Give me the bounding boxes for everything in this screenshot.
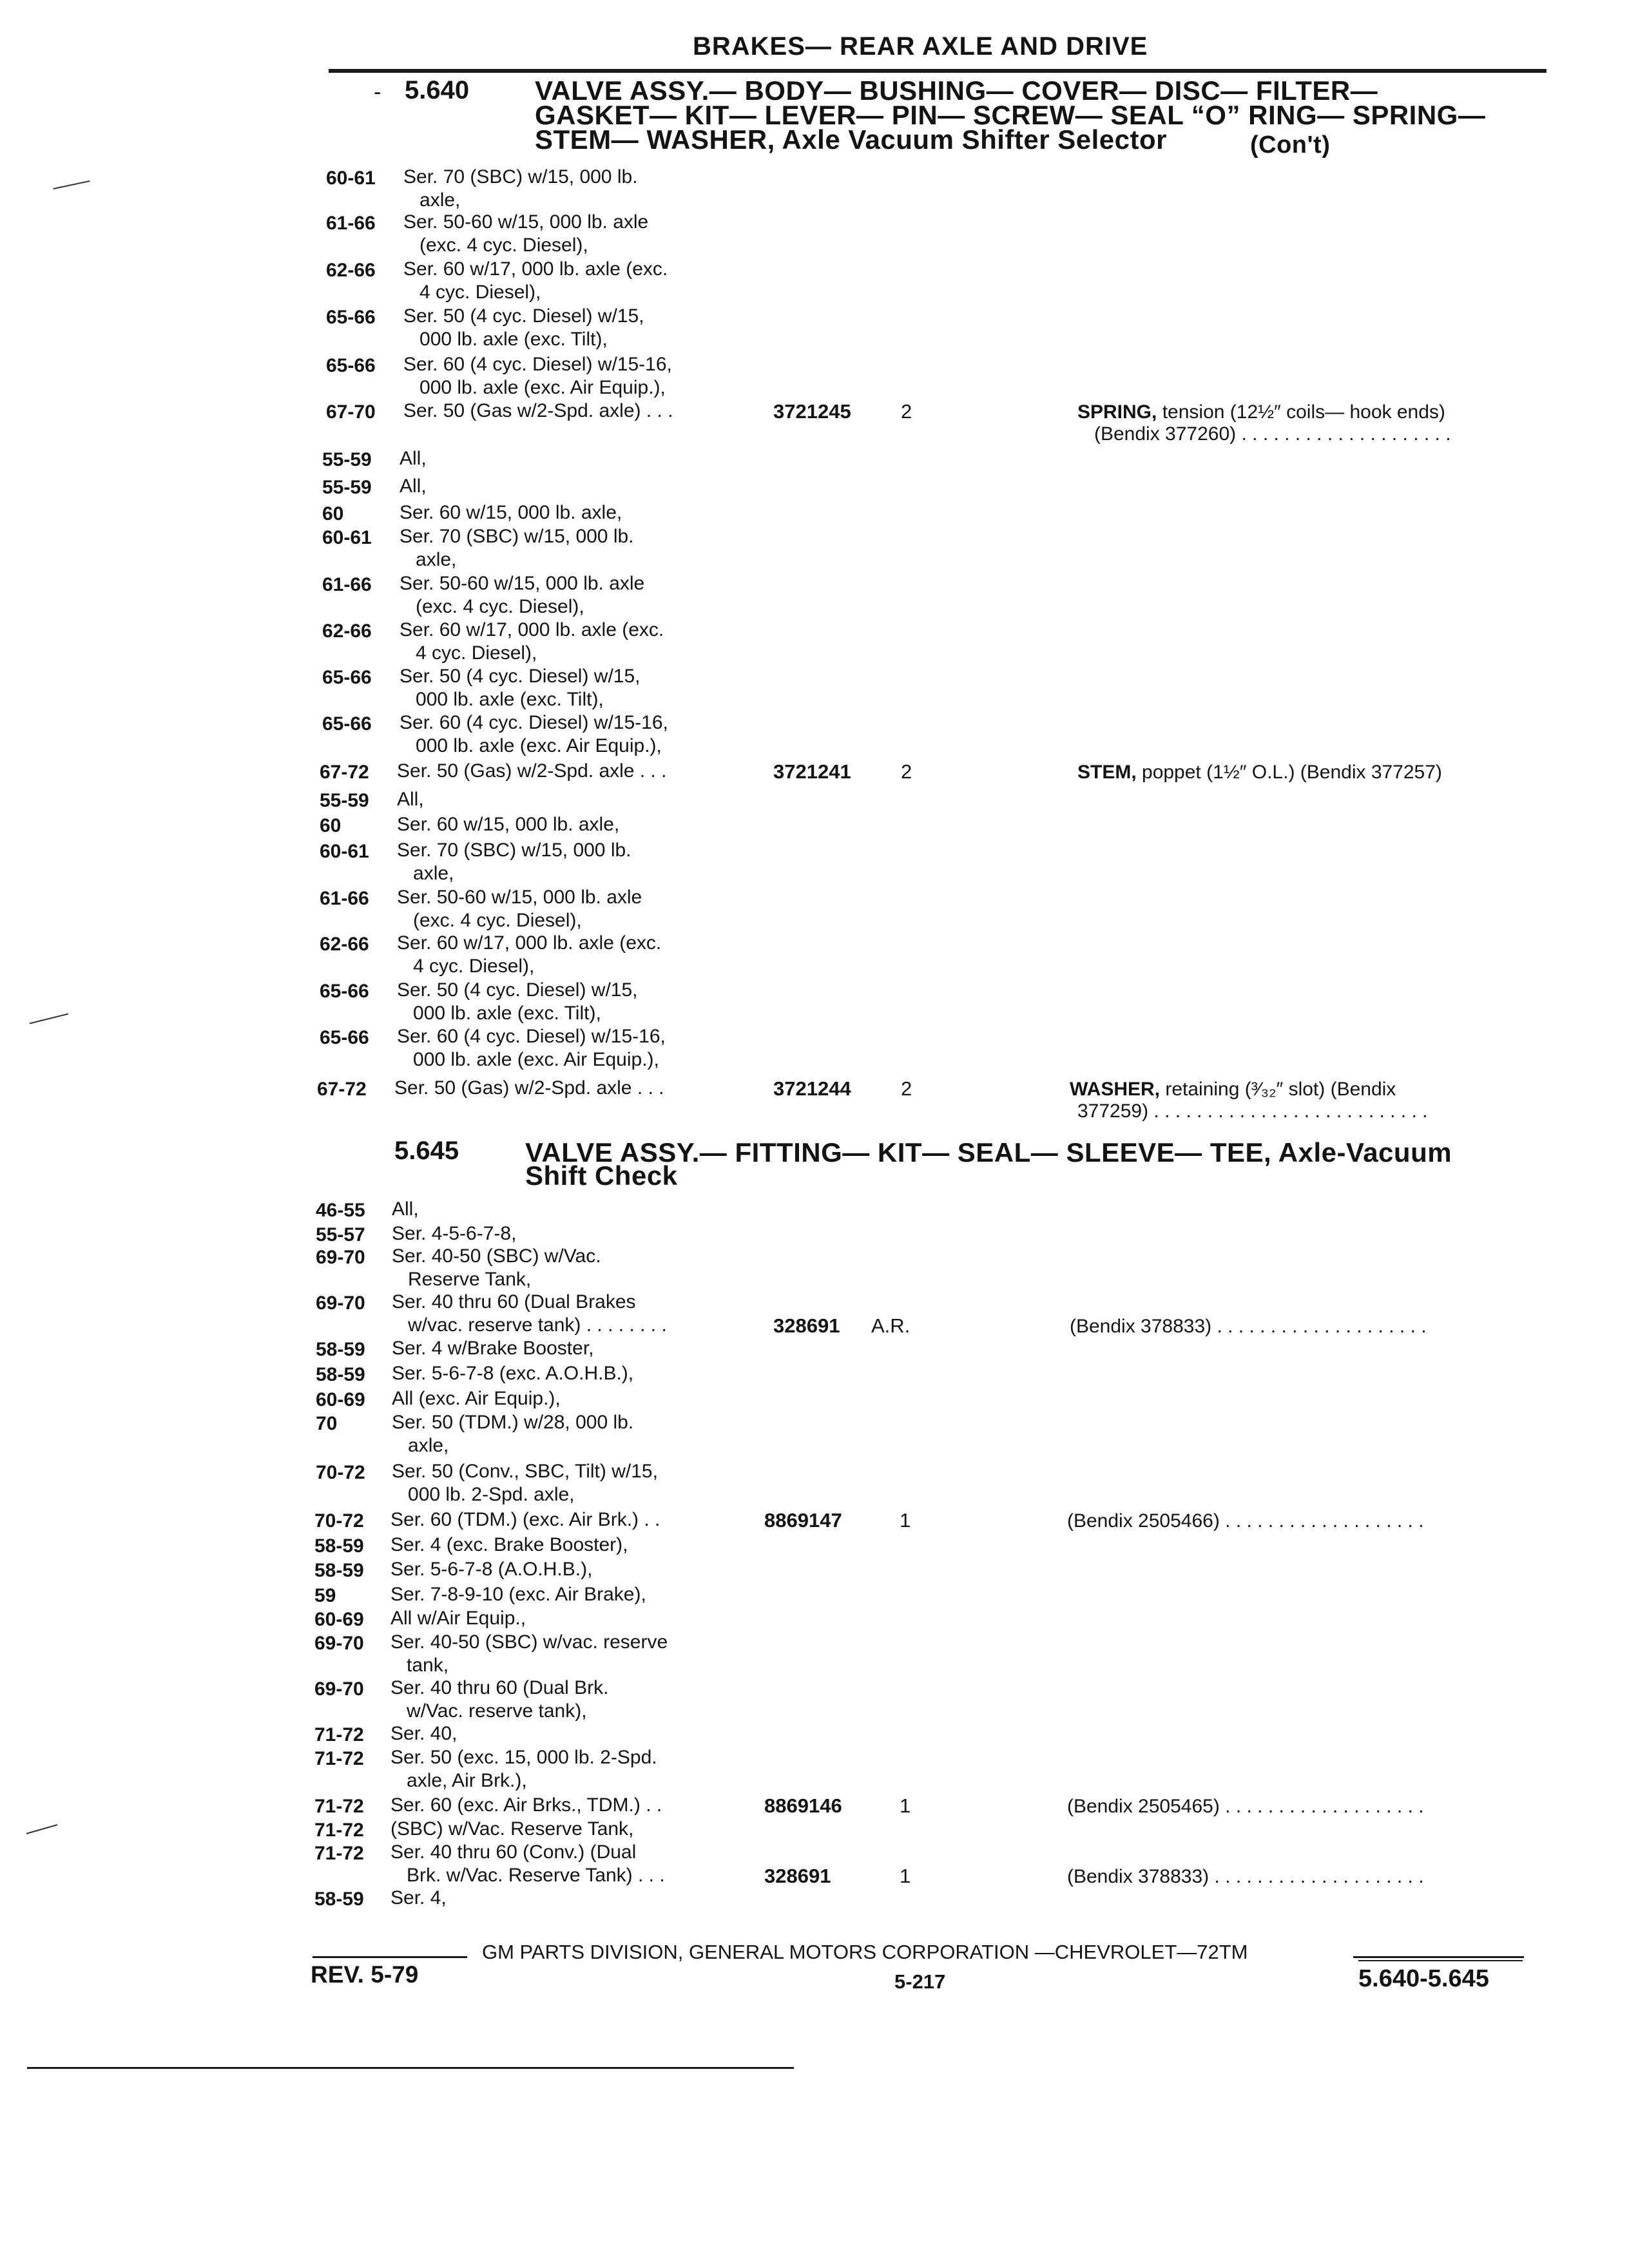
application-description: All,	[392, 1198, 419, 1220]
part-number: 8869147	[764, 1509, 842, 1532]
year-range: 62-66	[322, 620, 372, 642]
year-range: 60-61	[320, 841, 369, 862]
year-range: 55-59	[322, 477, 372, 498]
part-description-continued: (Bendix 377260) . . . . . . . . . . . . . . . . . . . .	[1094, 423, 1451, 445]
part-description: (Bendix 378833) . . . . . . . . . . . . . . . . . . . .	[1070, 1316, 1427, 1337]
section-title-line: Shift Check	[525, 1160, 678, 1191]
application-description: Ser. 60 w/17, 000 lb. axle (exc. 4 cyc. Diesel),	[400, 619, 664, 664]
header-rule	[329, 69, 1547, 73]
application-description: All (exc. Air Equip.),	[392, 1388, 561, 1409]
year-range: 71-72	[314, 1796, 364, 1817]
application-description: Ser. 5-6-7-8 (A.O.H.B.),	[390, 1559, 593, 1580]
year-range: 71-72	[314, 1820, 364, 1841]
application-description: All w/Air Equip.,	[390, 1608, 526, 1629]
year-range: 69-70	[314, 1633, 364, 1654]
part-description: WASHER, retaining (³⁄₃₂″ slot) (Bendix	[1070, 1079, 1396, 1100]
quantity: 2	[901, 400, 912, 423]
year-range: 60-69	[314, 1609, 364, 1630]
year-range: 65-66	[326, 307, 376, 328]
application-description: Ser. 5-6-7-8 (exc. A.O.H.B.),	[392, 1363, 634, 1384]
quantity: 2	[901, 760, 912, 783]
application-description: Ser. 40 thru 60 (Dual Brakes w/vac. reserve tank) . . . . . . . .	[392, 1291, 667, 1336]
application-description: Ser. 60 (4 cyc. Diesel) w/15-16, 000 lb. axle (exc. Air Equip.),	[400, 712, 668, 756]
application-description: Ser. 70 (SBC) w/15, 000 lb. axle,	[397, 840, 631, 884]
application-description: Ser. 40-50 (SBC) w/vac. reserve tank,	[390, 1631, 668, 1676]
footer-rule-right	[1353, 1956, 1524, 1958]
year-range: 62-66	[320, 934, 369, 955]
year-range: 46-55	[316, 1200, 365, 1221]
scan-mark	[26, 1824, 58, 1834]
quantity: 1	[900, 1509, 911, 1532]
year-range: 59	[314, 1585, 336, 1606]
section-title-line: GASKET— KIT— LEVER— PIN— SCREW— SEAL “O” RING— SPRING—	[535, 100, 1486, 130]
application-description: Ser. 50-60 w/15, 000 lb. axle (exc. 4 cyc. Diesel),	[397, 887, 642, 931]
year-range: 69-70	[316, 1293, 365, 1314]
section-title-cont: (Con't)	[1250, 131, 1331, 159]
application-description: Ser. 50 (4 cyc. Diesel) w/15, 000 lb. axle (exc. Tilt),	[403, 305, 644, 350]
application-description: Ser. 50 (Gas) w/2-Spd. axle . . .	[397, 760, 667, 782]
quantity: A.R.	[871, 1314, 911, 1337]
application-description: Ser. 7-8-9-10 (exc. Air Brake),	[390, 1584, 646, 1605]
year-range: 65-66	[320, 981, 369, 1002]
application-description: Ser. 70 (SBC) w/15, 000 lb. axle,	[400, 526, 634, 570]
application-description: All,	[400, 448, 427, 469]
application-description: Ser. 50 (Gas w/2-Spd. axle) . . .	[403, 400, 673, 421]
application-description: Ser. 50-60 w/15, 000 lb. axle (exc. 4 cyc. Diesel),	[403, 211, 649, 256]
application-description: Ser. 60 w/17, 000 lb. axle (exc. 4 cyc. Diesel),	[403, 258, 668, 303]
application-description: Ser. 60 w/15, 000 lb. axle,	[397, 814, 620, 835]
part-description: SPRING, tension (12½″ coils— hook ends)	[1077, 401, 1445, 423]
scan-mark	[30, 1014, 69, 1024]
year-range: 55-59	[320, 790, 369, 811]
application-description: Ser. 4-5-6-7-8,	[392, 1223, 517, 1244]
year-range: 55-57	[316, 1224, 365, 1245]
application-description: Ser. 60 (TDM.) (exc. Air Brk.) . .	[390, 1509, 660, 1530]
application-description: Ser. 60 (4 cyc. Diesel) w/15-16, 000 lb. axle (exc. Air Equip.),	[403, 354, 672, 398]
footer-division: GM PARTS DIVISION, GENERAL MOTORS CORPORATION —CHEVROLET—72TM	[482, 1941, 1248, 1963]
application-description: Ser. 60 w/17, 000 lb. axle (exc. 4 cyc. Diesel),	[397, 932, 662, 977]
application-description: Ser. 60 w/15, 000 lb. axle,	[400, 502, 622, 523]
section-title-line: STEM— WASHER, Axle Vacuum Shifter Selector	[535, 124, 1168, 155]
year-range: 60	[320, 815, 342, 836]
application-description: Ser. 4 (exc. Brake Booster),	[390, 1534, 628, 1555]
part-number: 3721245	[773, 400, 851, 423]
year-range: 60	[322, 503, 344, 524]
year-range: 58-59	[314, 1888, 364, 1910]
scan-mark	[53, 180, 90, 189]
year-range: 69-70	[314, 1678, 364, 1700]
year-range: 65-66	[322, 713, 372, 735]
part-number: 328691	[773, 1314, 840, 1337]
application-description: Ser. 50 (4 cyc. Diesel) w/15, 000 lb. axle (exc. Tilt),	[397, 979, 638, 1024]
footer-section-range: 5.640-5.645	[1358, 1965, 1489, 1992]
application-description: Ser. 50 (Gas) w/2-Spd. axle . . .	[394, 1077, 664, 1099]
section-number: 5.645	[394, 1137, 459, 1165]
footer-range-rule	[1358, 1960, 1523, 1961]
year-range: 58-59	[316, 1364, 365, 1385]
part-number: 3721244	[773, 1077, 851, 1100]
application-description: Ser. 60 (exc. Air Brks., TDM.) . .	[390, 1794, 662, 1816]
application-description: Ser. 50-60 w/15, 000 lb. axle (exc. 4 cyc. Diesel),	[400, 573, 645, 617]
year-range: 55-59	[322, 449, 372, 470]
application-description: Ser. 4 w/Brake Booster,	[392, 1338, 594, 1359]
year-range: 71-72	[314, 1748, 364, 1769]
page-header-title: BRAKES— REAR AXLE AND DRIVE	[693, 32, 1148, 61]
application-description: Ser. 50 (Conv., SBC, Tilt) w/15, 000 lb. 2-Spd. axle,	[392, 1461, 658, 1505]
application-description: Ser. 50 (TDM.) w/28, 000 lb. axle,	[392, 1412, 634, 1456]
quantity: 1	[900, 1865, 911, 1887]
footer-rev: REV. 5-79	[311, 1961, 419, 1988]
year-range: 69-70	[316, 1247, 365, 1268]
year-range: 71-72	[314, 1843, 364, 1864]
year-range: 67-72	[317, 1079, 367, 1100]
part-number: 8869146	[764, 1794, 842, 1817]
application-description: Ser. 4,	[390, 1887, 447, 1908]
bottom-scan-line	[27, 2067, 794, 2069]
year-range: 61-66	[322, 574, 372, 595]
part-description: STEM, poppet (1½″ O.L.) (Bendix 377257)	[1077, 762, 1442, 783]
year-range: 67-70	[326, 401, 376, 423]
part-description: (Bendix 2505465) . . . . . . . . . . . . . . . . . . .	[1067, 1796, 1424, 1817]
section-number: 5.640	[405, 76, 470, 104]
year-range: 62-66	[326, 260, 376, 281]
application-description: Ser. 50 (4 cyc. Diesel) w/15, 000 lb. axle (exc. Tilt),	[400, 666, 641, 710]
year-range: 65-66	[326, 355, 376, 376]
application-description: Ser. 40 thru 60 (Dual Brk. w/Vac. reserve tank),	[390, 1677, 609, 1722]
quantity: 2	[901, 1077, 912, 1100]
year-range: 61-66	[320, 888, 369, 909]
year-range: 60-61	[326, 168, 376, 189]
footer-rule-left	[313, 1956, 467, 1958]
year-range: 58-59	[314, 1535, 364, 1557]
footer-page-number: 5-217	[894, 1970, 946, 1993]
year-range: 65-66	[322, 667, 372, 688]
year-range: 58-59	[314, 1560, 364, 1581]
year-range: 65-66	[320, 1027, 369, 1048]
application-description: Ser. 40 thru 60 (Conv.) (Dual Brk. w/Vac. Reserve Tank) . . .	[390, 1841, 665, 1886]
part-number: 328691	[764, 1865, 831, 1887]
application-description: Ser. 60 (4 cyc. Diesel) w/15-16, 000 lb. axle (exc. Air Equip.),	[397, 1026, 666, 1070]
year-range: 71-72	[314, 1724, 364, 1745]
part-description: (Bendix 2505466) . . . . . . . . . . . . . . . . . . .	[1067, 1510, 1424, 1532]
application-description: (SBC) w/Vac. Reserve Tank,	[390, 1818, 634, 1840]
year-range: 60-61	[322, 527, 372, 548]
application-description: All,	[400, 476, 427, 497]
section-title-line: VALVE ASSY.— FITTING— KIT— SEAL— SLEEVE— TEE, Axle-Vacuum	[525, 1137, 1452, 1168]
year-range: 61-66	[326, 213, 376, 234]
application-description: Ser. 40-50 (SBC) w/Vac. Reserve Tank,	[392, 1245, 601, 1290]
part-description-continued: 377259) . . . . . . . . . . . . . . . . . . . . . . . . . .	[1077, 1100, 1428, 1122]
year-range: 60-69	[316, 1389, 365, 1410]
year-range: 70	[316, 1413, 338, 1434]
part-description: (Bendix 378833) . . . . . . . . . . . . . . . . . . . .	[1067, 1866, 1424, 1887]
section-dash: -	[374, 80, 381, 104]
year-range: 70-72	[314, 1510, 364, 1532]
part-number: 3721241	[773, 760, 851, 783]
year-range: 67-72	[320, 762, 369, 783]
section-title-line: VALVE ASSY.— BODY— BUSHING— COVER— DISC— FILTER—	[535, 75, 1378, 106]
application-description: Ser. 50 (exc. 15, 000 lb. 2-Spd. axle, Air Brk.),	[390, 1747, 657, 1791]
application-description: All,	[397, 789, 424, 810]
application-description: Ser. 70 (SBC) w/15, 000 lb. axle,	[403, 166, 638, 211]
year-range: 58-59	[316, 1339, 365, 1360]
application-description: Ser. 40,	[390, 1723, 458, 1744]
quantity: 1	[900, 1794, 911, 1817]
year-range: 70-72	[316, 1462, 365, 1483]
